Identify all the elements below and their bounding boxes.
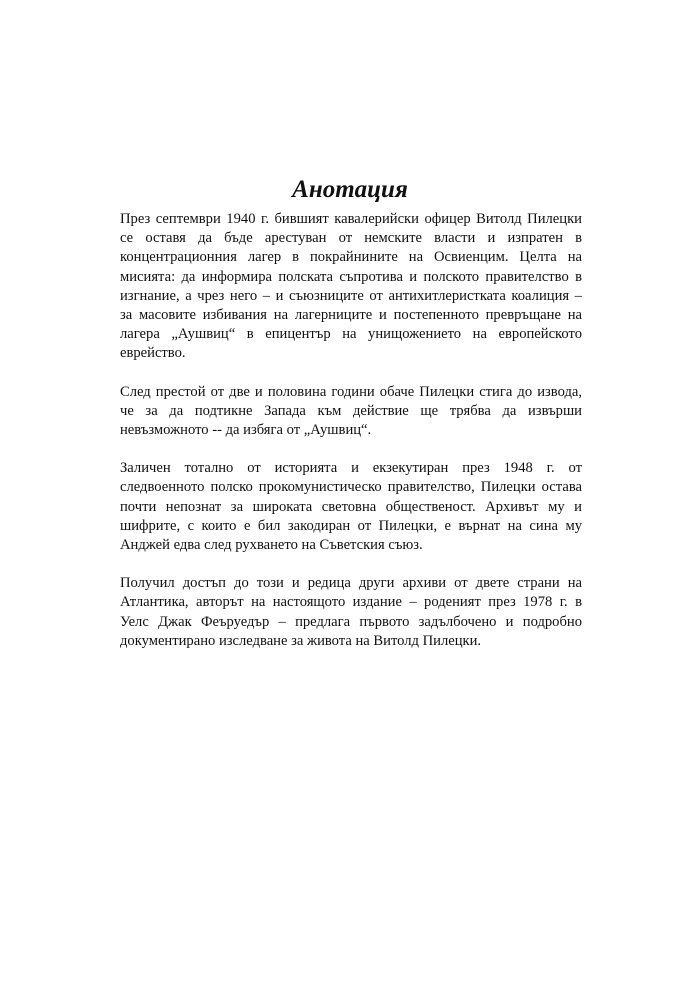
text-line: Уелс Джак Феъруедър – предлага първото задълбочено и подробно [120,613,582,630]
text-line: Заличен тотално от историята и екзекутиран през 1948 г. от [120,460,582,477]
text-line: Анджей едва след рухването на Съветския съюз. [120,537,423,554]
text-line: През септември 1940 г. бившият кавалерийски офицер Витолд Пилецки [120,211,582,227]
paragraph-3 [120,459,582,555]
text-line: следвоенното полско прокомунистическо правителство, Пилецки остава [120,479,582,496]
text-line: концентрационния лагер в покрайнините на Освиенцим. Целта на [120,249,582,266]
text-line: изгнание, а чрез него – и съюзниците от антихитлеристката коалиция – [120,287,582,304]
text-line: почти непознат за широката световна общественост. Архивът му и [120,498,582,515]
paragraph-4 [120,574,582,651]
paragraph-2 [120,383,582,441]
text-line: мисията: да информира полската съпротива и полското правителство в [120,268,582,285]
text-line: еврейство. [120,345,186,362]
text-line: се оставя да бъде арестуван от немските власти и изпратен в [120,230,582,247]
text-line: Получил достъп до този и редица други архиви от двете страни на [120,575,582,592]
text-line: лагера „Аушвиц“ в епицентър на унищожението на европейското [120,326,582,343]
text-line: за масовите избивания на лагерниците и постепенното превръщане на [120,307,582,324]
text-line: документирано изследване за живота на Витолд Пилецки. [120,632,482,649]
annotation-body [120,210,582,670]
page-title: Анотация [292,176,408,203]
text-line: Атлантика, авторът на настоящото издание – роденият през 1978 г. в [120,594,582,611]
paragraph-1 [120,210,582,364]
text-line: че за да подтикне Запада към действие ще трябва да извърши [120,402,582,419]
text-line: шифрите, с които е бил закодиран от Пилецки, е върнат на сина му [120,517,582,534]
text-line: невъзможното -- да избяга от „Аушвиц“. [120,422,372,439]
text-line: След престой от две и половина години обаче Пилецки стига до извода, [120,383,582,400]
